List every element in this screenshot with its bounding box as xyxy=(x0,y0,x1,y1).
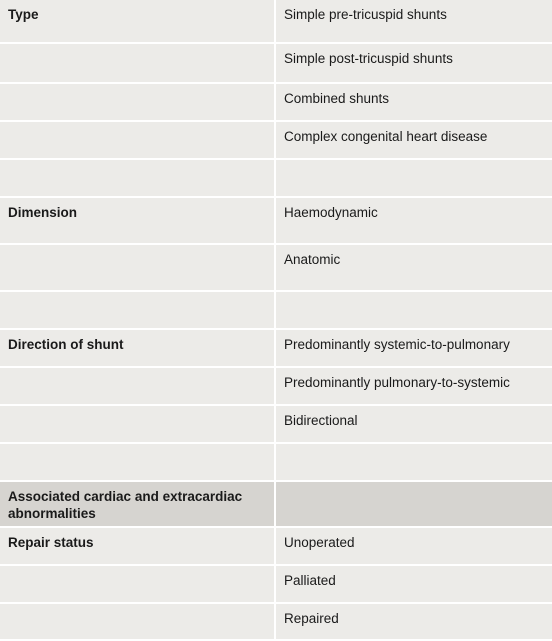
table-row-highlighted xyxy=(0,482,552,528)
table-row xyxy=(0,604,552,641)
row-value xyxy=(276,160,552,196)
row-label xyxy=(0,84,276,120)
row-label xyxy=(0,122,276,158)
row-label xyxy=(0,566,276,602)
table-row xyxy=(0,528,552,566)
table-row xyxy=(0,44,552,84)
row-label xyxy=(0,604,276,639)
row-value xyxy=(276,444,552,480)
table-row xyxy=(0,444,552,482)
row-value: Unoperated xyxy=(284,535,355,550)
table-row xyxy=(0,245,552,292)
row-value xyxy=(276,482,552,526)
row-value: Haemodynamic xyxy=(284,205,378,220)
table-row xyxy=(0,566,552,604)
row-label xyxy=(0,368,276,404)
row-label: Type xyxy=(0,0,276,42)
row-label: Direction of shunt xyxy=(0,330,276,366)
table-row xyxy=(0,330,552,368)
row-value: Complex congenital heart disease xyxy=(284,129,488,144)
row-label xyxy=(0,44,276,82)
table-row xyxy=(0,292,552,330)
table-row xyxy=(0,0,552,44)
row-value: Palliated xyxy=(284,573,336,588)
row-label xyxy=(0,245,276,290)
row-label xyxy=(0,160,276,196)
table-row xyxy=(0,368,552,406)
table-row xyxy=(0,160,552,198)
row-value: Predominantly pulmonary-to-systemic xyxy=(284,375,510,390)
table-row xyxy=(0,198,552,245)
row-value: Simple pre-tricuspid shunts xyxy=(284,7,447,22)
row-label: Repair status xyxy=(0,528,276,564)
row-label xyxy=(0,292,276,328)
row-value: Bidirectional xyxy=(284,413,358,428)
row-label: Associated cardiac and extracardiac abnormalities xyxy=(0,482,276,526)
row-value: Repaired xyxy=(284,611,339,626)
row-value: Anatomic xyxy=(284,252,341,267)
row-label xyxy=(0,444,276,480)
table-row xyxy=(0,406,552,444)
row-value: Simple post-tricuspid shunts xyxy=(284,51,453,66)
row-value: Predominantly systemic-to-pulmonary xyxy=(284,337,510,352)
table-row xyxy=(0,122,552,160)
row-value xyxy=(276,292,552,328)
row-label: Dimension xyxy=(0,198,276,243)
row-label xyxy=(0,406,276,442)
table-row xyxy=(0,84,552,122)
row-value: Combined shunts xyxy=(284,91,390,106)
